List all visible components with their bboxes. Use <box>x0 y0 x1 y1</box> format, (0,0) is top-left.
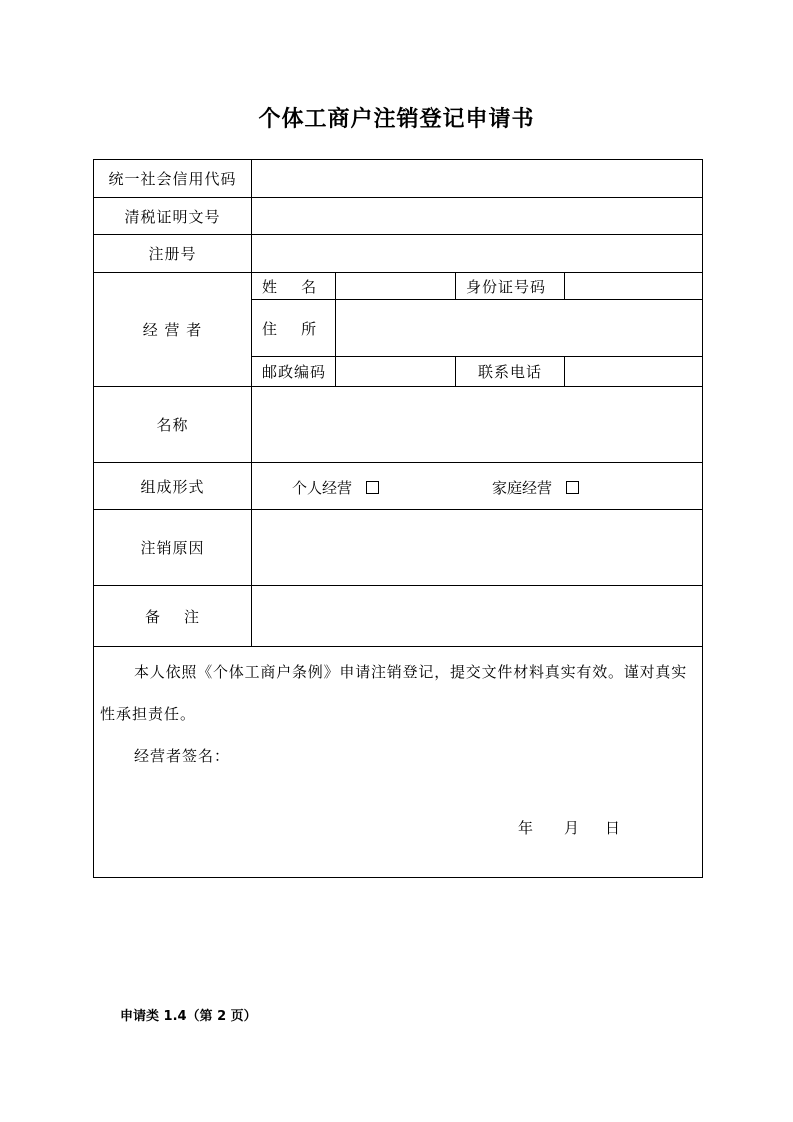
id-number-field[interactable] <box>565 273 703 300</box>
signature-date <box>518 817 620 838</box>
address-label: 住 所 <box>252 300 336 357</box>
reason-field[interactable] <box>252 510 703 586</box>
option-family-label: 家庭经营 <box>492 479 553 497</box>
phone-label: 联系电话 <box>456 357 565 387</box>
row-remarks <box>94 586 703 647</box>
postcode-field[interactable] <box>336 357 456 387</box>
row-reg-number <box>94 235 703 273</box>
declaration-text-line2: 性承担责任。 <box>100 705 197 723</box>
business-name-label: 名称 <box>94 387 252 463</box>
reg-number-field[interactable] <box>252 235 703 273</box>
reg-number-label: 注册号 <box>94 235 252 273</box>
operator-label <box>94 273 252 387</box>
id-number-label: 身份证号码 <box>456 273 565 300</box>
signature-label: 经营者签名： <box>134 747 231 765</box>
operator-label-text: 经 营 者 <box>142 321 203 339</box>
form-type-label: 组成形式 <box>94 463 252 510</box>
page-title: 个体工商户注销登记申请书 <box>258 107 535 132</box>
tax-clearance-label: 清税证明文号 <box>94 198 252 235</box>
postcode-label: 邮政编码 <box>252 357 336 387</box>
phone-field[interactable] <box>565 357 703 387</box>
option-individual[interactable] <box>292 477 379 498</box>
application-form <box>93 159 703 878</box>
name-field[interactable] <box>336 273 456 300</box>
checkbox-individual[interactable] <box>366 481 379 494</box>
row-declaration <box>94 647 703 878</box>
row-form-type <box>94 463 703 510</box>
form-type-options <box>252 463 703 510</box>
option-family[interactable] <box>492 477 579 498</box>
row-reason <box>94 510 703 586</box>
row-business-name <box>94 387 703 463</box>
row-credit-code <box>94 160 703 198</box>
date-year-label: 年 <box>518 819 534 837</box>
page-footer: 申请类 1.4（第 2 页） <box>120 1009 257 1024</box>
name-label: 姓 名 <box>252 273 336 300</box>
row-operator-name <box>94 273 703 300</box>
reason-label: 注销原因 <box>94 510 252 586</box>
declaration-box <box>94 647 703 878</box>
address-field[interactable] <box>336 300 703 357</box>
date-month-label: 月 <box>564 819 580 837</box>
checkbox-family[interactable] <box>566 481 579 494</box>
declaration-text-line1: 本人依照《个体工商户条例》申请注销登记，提交文件材料真实有效。谨对真实 <box>134 663 688 681</box>
row-tax-clearance <box>94 198 703 235</box>
remarks-field[interactable] <box>252 586 703 647</box>
business-name-field[interactable] <box>252 387 703 463</box>
date-day-label: 日 <box>605 819 621 837</box>
remarks-label: 备 注 <box>94 586 252 647</box>
credit-code-label: 统一社会信用代码 <box>94 160 252 198</box>
option-individual-label: 个人经营 <box>292 479 353 497</box>
tax-clearance-field[interactable] <box>252 198 703 235</box>
credit-code-field[interactable] <box>252 160 703 198</box>
